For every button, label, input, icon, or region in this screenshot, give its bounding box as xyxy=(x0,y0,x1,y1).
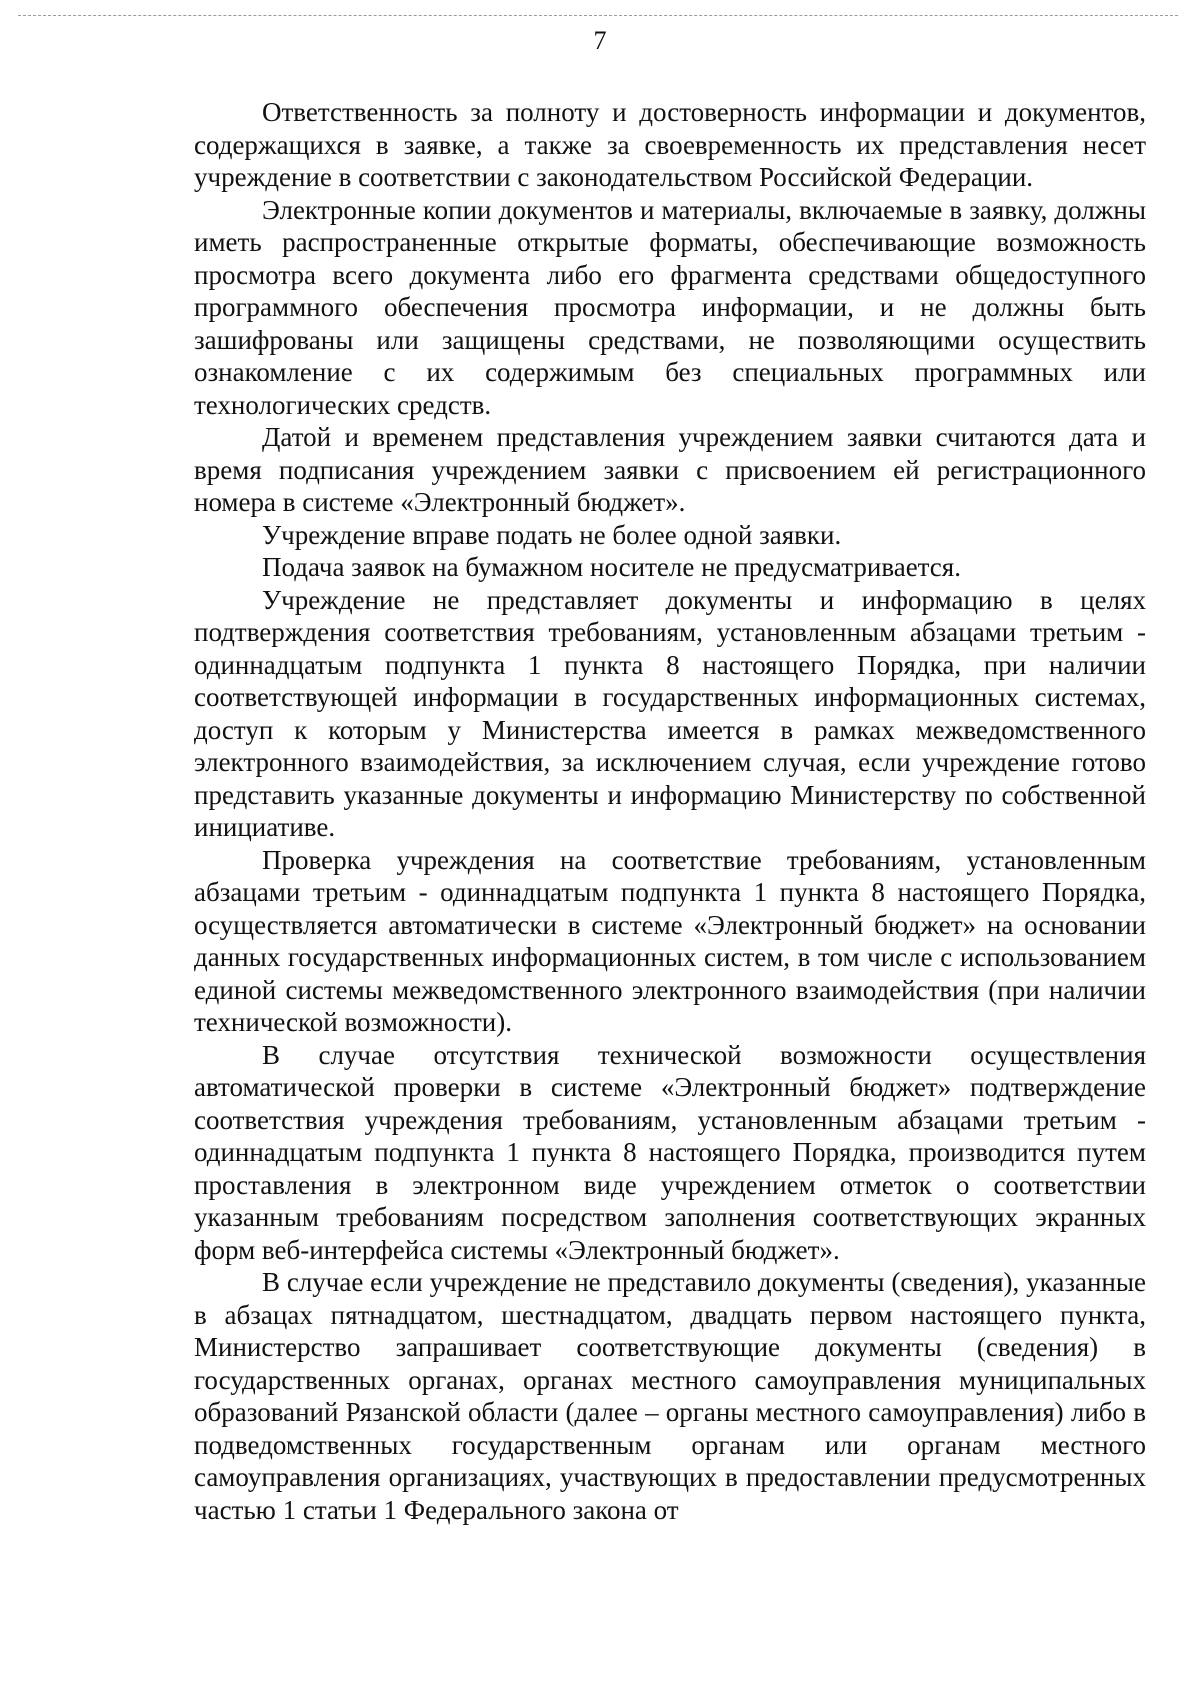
paragraph-documents-not-required: Учреждение не представляет документы и информацию в целях подтверждения соответствия требованиям, установленным абзацами третьим - одиннадцатым подпункта 1 пункта 8 настоящего Порядка, при наличии соответствующей информации в государственных информационных системах, доступ к которым у Министерства имеется в рамках межведомственного электронного взаимодействия, за исключением случая, если учреждение готово представить указанные документы и информацию Министерству по собственной инициативе. xyxy=(194,584,1146,842)
paragraph-submission-date: Датой и временем представления учреждением заявки считаются дата и время подписания учреждением заявки с присвоением ей регистрационного номера в системе «Электронный бюджет». xyxy=(194,422,1146,517)
paragraph-ministry-request: В случае если учреждение не представило документы (сведения), указанные в абзацах пятнадцатом, шестнадцатом, двадцать первом настоящего пункта, Министерство запрашивает соответствующие документы (сведения) в государственных органах, органах местного самоуправления муниципальных образований Рязанской области (далее – органы местного самоуправления) либо в подведомственных государственным органам или органам местного самоуправления организациях, участвующих в предоставлении предусмотренных частью 1 статьи 1 Федерального закона от xyxy=(194,1267,1146,1525)
paragraph-single-application: Учреждение вправе подать не более одной заявки. xyxy=(262,519,842,550)
paragraph-responsibility: Ответственность за полноту и достоверность информации и документов, содержащихся в заявке, а также за своевременность их представления несет учреждение в соответствии с законодательством Российской Федерации. xyxy=(194,97,1146,192)
paragraph-no-paper: Подача заявок на бумажном носителе не предусматривается. xyxy=(262,552,961,582)
paragraph-automatic-check: Проверка учреждения на соответствие требованиям, установленным абзацами третьим - одиннадцатым подпункта 1 пункта 8 настоящего Порядка, осуществляется автоматически в системе «Электронный бюджет» на основании данных государственных информационных систем, в том числе с использованием единой системы межведомственного электронного взаимодействия (при наличии технической возможности). xyxy=(194,844,1146,1037)
document-body xyxy=(194,96,1146,1526)
page-number: 7 xyxy=(593,26,607,55)
scan-edge-line xyxy=(18,15,1178,16)
paragraph-electronic-copies: Электронные копии документов и материалы, включаемые в заявку, должны иметь распространенные открытые форматы, обеспечивающие возможность просмотра всего документа либо его фрагмента средствами общедоступного программного обеспечения просмотра информации, и не должны быть зашифрованы или защищены средствами, не позволяющими осуществить ознакомление с их содержимым без специальных программных или технологических средств. xyxy=(194,194,1146,420)
paragraph-manual-confirmation: В случае отсутствия технической возможности осуществления автоматической проверки в системе «Электронный бюджет» подтверждение соответствия учреждения требованиям, установленным абзацами третьим - одиннадцатым подпункта 1 пункта 8 настоящего Порядка, производится путем проставления в электронном виде учреждением отметок о соответствии указанным требованиям посредством заполнения соответствующих экранных форм веб-интерфейса системы «Электронный бюджет». xyxy=(194,1039,1146,1265)
